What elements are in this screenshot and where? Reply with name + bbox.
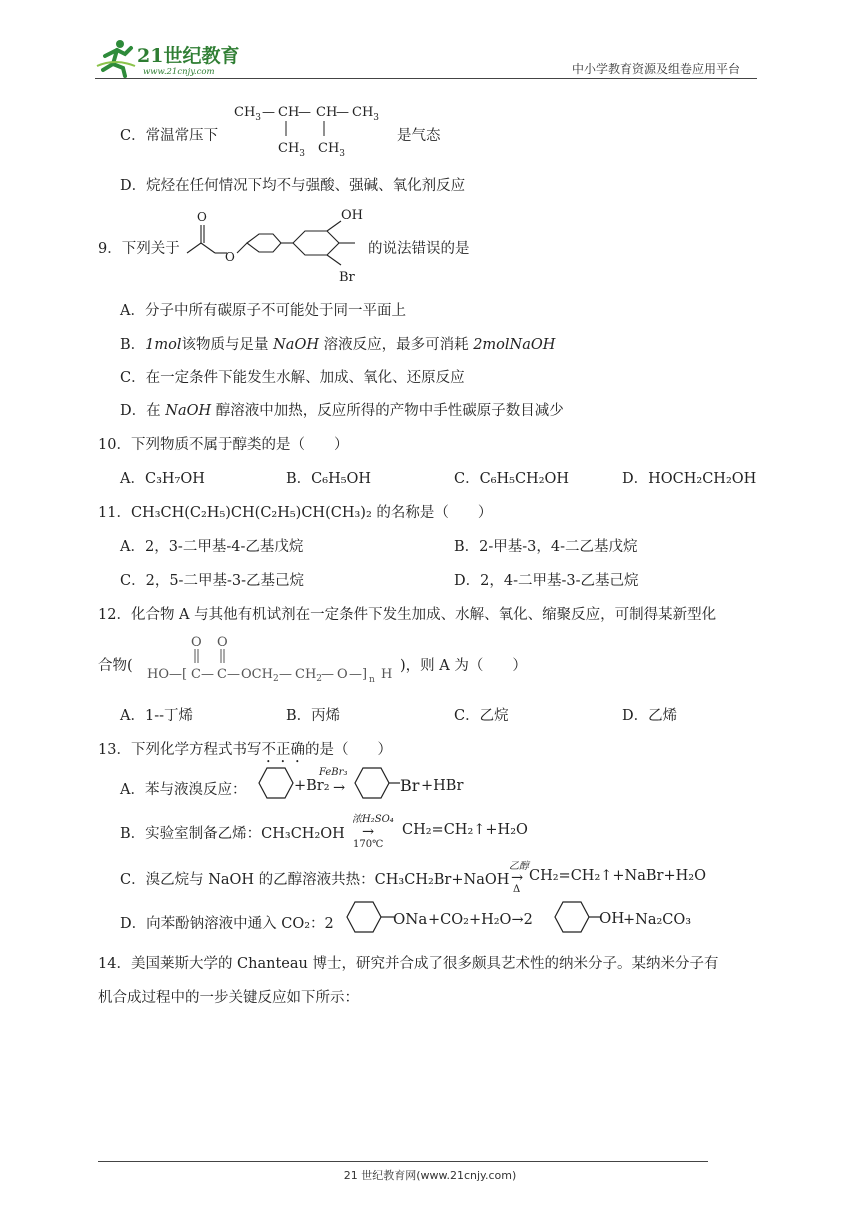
q9-label-br: Br xyxy=(339,270,355,285)
q8-option-c-prefix: C．常温常压下 xyxy=(120,128,219,144)
svg-text:—: — xyxy=(321,667,334,682)
q10-stem: 10．下列物质不属于醇类的是（ ） xyxy=(98,437,349,453)
svg-text:O: O xyxy=(225,250,235,264)
q13-c-product: CH₂=CH₂↑+NaBr+H₂O xyxy=(529,868,706,884)
q12-option-b: B．丙烯 xyxy=(286,708,341,724)
q9-b-p1: B． xyxy=(120,337,146,353)
q11-option-c: C．2，5-二甲基-3-乙基己烷 xyxy=(120,573,304,589)
q10-option-a: A．C₃H₇OH xyxy=(120,471,205,487)
header-rule xyxy=(95,78,757,79)
q14-line1: 14．美国莱斯大学的 Chanteau 博士，研究并合成了很多颇具艺术性的纳米分子。某纳米分子有 xyxy=(98,956,719,972)
q13-stem-emphasis: 不正确 xyxy=(261,742,305,758)
svg-text:O: O xyxy=(217,635,228,650)
q13-option-d-text: D．向苯酚钠溶液中通入 CO₂：2 xyxy=(120,916,334,932)
header-platform-text: 中小学教育资源及组卷应用平台 xyxy=(572,62,741,76)
q13-a-hbr: +HBr xyxy=(421,778,464,794)
q13-b-cond-bottom: 170℃ xyxy=(353,839,384,850)
svg-text:H: H xyxy=(381,667,393,682)
svg-text:—: — xyxy=(262,105,275,120)
q13-stem xyxy=(98,738,392,766)
q11-option-b: B．2-甲基-3，4-二乙基戊烷 xyxy=(454,539,638,555)
q13-stem-p1: 13．下列化学方程式书写 xyxy=(98,742,262,758)
q12-polymer-structure xyxy=(145,632,400,688)
svg-text:—]: —] xyxy=(349,667,368,682)
svg-text:—: — xyxy=(201,667,214,682)
logo-text: 21世纪教育 xyxy=(137,45,240,67)
q9-option-c: C．在一定条件下能发生水解、加成、氧化、还原反应 xyxy=(120,370,465,386)
q12-option-d: D．乙烯 xyxy=(622,708,678,724)
q12-option-c: C．乙烷 xyxy=(454,708,509,724)
svg-text:O: O xyxy=(337,667,348,682)
svg-text:—: — xyxy=(279,667,292,682)
q11-option-a: A．2，3-二甲基-4-乙基戊烷 xyxy=(120,539,304,555)
q12-stem-prefix: 合物( xyxy=(98,658,133,674)
q13-b-product: CH₂=CH₂↑+H₂O xyxy=(402,822,528,838)
q8-option-d: D．烷烃在任何情况下均不与强酸、强碱、氧化剂反应 xyxy=(120,178,466,194)
q13-a-br: Br xyxy=(400,776,420,795)
q12-option-a: A．1--丁烯 xyxy=(120,708,193,724)
q13-option-c-text: C．溴乙烷与 NaOH 的乙醇溶液共热：CH₃CH₂Br+NaOH xyxy=(120,872,510,888)
q9-option-b xyxy=(120,333,555,354)
svg-text:O: O xyxy=(191,635,202,650)
q10-option-b: B．C₆H₅OH xyxy=(286,471,372,487)
q9-b-p3: 溶液反应，最多可消耗 xyxy=(323,337,469,353)
q11-stem: 11．CH₃CH(C₂H₅)CH(C₂H₅)CH(CH₃)₂ 的名称是（ ） xyxy=(98,505,493,521)
svg-text:—: — xyxy=(336,105,349,120)
q9-b-mol1: 1mol xyxy=(145,337,182,353)
svg-text:—[: —[ xyxy=(169,667,188,682)
q9-d-p2: 醇溶液中加热，反应所得的产物中手性碳原子数目减少 xyxy=(215,403,564,419)
q9-structure xyxy=(185,203,375,285)
q13-option-a-text: A．苯与液溴反应： xyxy=(120,782,247,798)
q9-label-o: O xyxy=(197,210,207,224)
phenol-icon xyxy=(554,900,600,938)
runner-logo-icon xyxy=(97,40,135,76)
q10-option-d: D．HOCH₂CH₂OH xyxy=(622,471,757,487)
q13-stem-p2: 的是（ ） xyxy=(304,742,392,758)
q13-a-arrow: → xyxy=(333,780,346,796)
q12-stem-suffix: )，则 A 为（ ） xyxy=(400,658,527,674)
q13-c-arrow: → xyxy=(511,870,524,886)
q13-a-br2: +Br₂ xyxy=(294,778,330,794)
svg-text:CH3: $CH_3$ xyxy=(278,141,306,159)
svg-text:OCH2: $OCH_2$ xyxy=(241,667,279,684)
q13-b-arrow: → xyxy=(362,824,375,840)
svg-text:—: — xyxy=(227,667,240,682)
q13-d-ona: ONa xyxy=(393,910,428,928)
q13-c-cond-top: 乙醇 xyxy=(509,861,529,872)
footer-rule xyxy=(98,1161,708,1162)
q12-stem-line1: 12．化合物 A 与其他有机试剂在一定条件下发生加成、水解、氧化、缩聚反应，可制得某新型化 xyxy=(98,607,717,623)
q9-stem-prefix: 9．下列关于 xyxy=(98,241,180,257)
q13-d-end: +Na₂CO₃ xyxy=(623,912,692,928)
q13-d-mid: +CO₂+H₂O→2 xyxy=(428,912,533,928)
q11-option-d: D．2，4-二甲基-3-乙基己烷 xyxy=(454,573,639,589)
q13-c-cond-bottom: Δ xyxy=(513,884,521,895)
q8-structure xyxy=(232,100,392,160)
q13-option-b-text: B．实验室制备乙烯：CH₃CH₂OH xyxy=(120,826,345,842)
svg-text:C: C xyxy=(217,667,227,682)
svg-text:CH3: $CH_3$ xyxy=(318,141,346,159)
q8-option-c-suffix: 是气态 xyxy=(397,128,441,144)
benzene-icon xyxy=(258,766,294,804)
site-logo xyxy=(95,36,255,78)
q14-line2: 机合成过程中的一步关键反应如下所示： xyxy=(98,990,359,1006)
q9-stem-suffix: 的说法错误的是 xyxy=(368,241,470,257)
q10-option-c: C．C₆H₅CH₂OH xyxy=(454,471,570,487)
bromobenzene-icon xyxy=(354,766,400,804)
svg-text:CH: CH xyxy=(278,105,300,120)
footer-text: 21 世纪教育网(www.21cnjy.com) xyxy=(343,1169,517,1182)
svg-text:CH: CH xyxy=(316,105,338,120)
svg-text:CH2: $CH_2$ xyxy=(295,667,323,684)
logo-url: www.21cnjy.com xyxy=(143,67,215,77)
q9-b-mol2: 2molNaOH xyxy=(473,337,556,353)
q9-option-d xyxy=(120,399,564,420)
q9-label-oh: OH xyxy=(341,208,363,223)
q13-b-cond-top: 浓H₂SO₄ xyxy=(352,814,394,825)
svg-text:CH3: $CH_3$ xyxy=(352,105,380,123)
svg-text:CH3: $CH_3$ xyxy=(234,105,262,123)
q9-b-naoh1: NaOH xyxy=(273,337,319,353)
q9-b-p2: 该物质与足量 xyxy=(181,337,269,353)
q9-option-a: A．分子中所有碳原子不可能处于同一平面上 xyxy=(120,303,406,319)
sodium-phenoxide-icon xyxy=(346,900,394,938)
svg-text:C: C xyxy=(191,667,201,682)
q13-d-oh: OH xyxy=(599,909,625,927)
q9-d-p1: D．在 xyxy=(120,403,161,419)
q13-a-catalyst: FeBr₃ xyxy=(319,767,348,778)
q9-d-naoh: NaOH xyxy=(165,403,212,419)
svg-text:HO: HO xyxy=(147,667,169,682)
svg-text:n: n xyxy=(369,675,375,685)
svg-text:—: — xyxy=(298,105,311,120)
